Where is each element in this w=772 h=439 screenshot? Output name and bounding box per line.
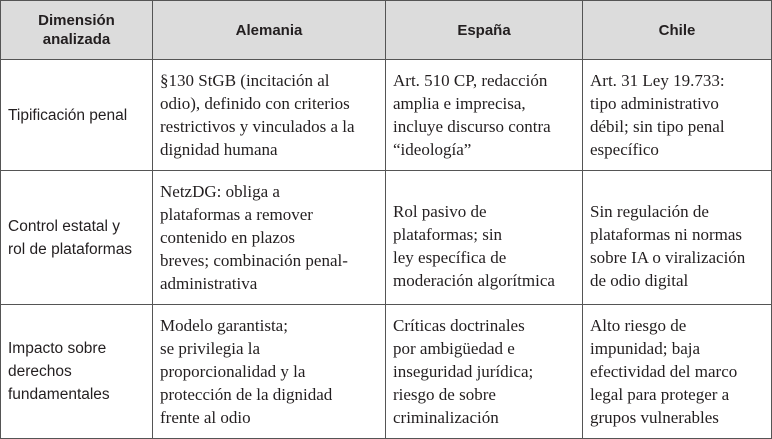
cell-line: Tipificación penal — [8, 106, 128, 124]
cell-line: moderación algorítmica — [393, 270, 555, 290]
cell-line: Rol pasivo de — [393, 201, 487, 221]
cell-line: Sin regulación de — [590, 201, 709, 221]
cell-line: débil; sin tipo penal — [590, 117, 725, 136]
cell-line: amplia e imprecisa, — [393, 94, 526, 113]
germany-cell — [153, 60, 386, 171]
chile-cell — [583, 60, 772, 171]
header-spain: España — [386, 1, 583, 60]
chile-cell — [583, 305, 772, 439]
cell-line: grupos vulnerables — [590, 408, 719, 427]
cell-line: derechos — [8, 363, 72, 380]
cell-line: Art. 31 Ley 19.733: — [590, 71, 725, 90]
cell-line: riesgo de sobre — [393, 385, 496, 404]
cell-line: rol de plataformas — [8, 240, 133, 258]
dimension-cell — [1, 171, 153, 305]
cell-line: §130 StGB (incitación al — [160, 71, 330, 90]
header-chile: Chile — [583, 1, 772, 60]
cell-line: legal para proteger a — [590, 385, 730, 404]
cell-line: inseguridad jurídica; — [393, 362, 534, 381]
header-row — [1, 1, 772, 60]
cell-line: incluye discurso contra — [393, 117, 551, 136]
dimension-cell — [1, 60, 153, 171]
cell-line: por ambigüedad e — [393, 339, 515, 358]
cell-line: Críticas doctrinales — [393, 316, 525, 335]
cell-line: Art. 510 CP, redacción — [393, 71, 548, 90]
spain-cell — [386, 60, 583, 171]
cell-line: Modelo garantista; — [160, 316, 288, 335]
cell-line: proporcionalidad y la — [160, 362, 306, 381]
cell-line: frente al odio — [160, 408, 251, 427]
cell-line: Control estatal y — [8, 217, 120, 235]
cell-line: específico — [590, 140, 659, 159]
germany-cell — [153, 305, 386, 439]
cell-line: protección de la dignidad — [160, 385, 333, 404]
table-row — [1, 305, 772, 439]
cell-line: contenido en plazos — [160, 228, 296, 247]
cell-line: fundamentales — [8, 386, 110, 403]
cell-line: Impacto sobre — [8, 340, 107, 357]
spain-cell — [386, 305, 583, 439]
header-dimension-line: Dimensión — [38, 12, 115, 29]
cell-line: restrictivos y vinculados a la — [160, 117, 355, 136]
chile-cell — [583, 171, 772, 305]
cell-line: plataformas a remover — [160, 205, 313, 224]
cell-line: criminalización — [393, 408, 499, 427]
header-germany: Alemania — [153, 1, 386, 60]
header-dimension-line: analizada — [42, 31, 111, 48]
cell-line: efectividad del marco — [590, 362, 738, 381]
cell-line: ley específica de — [393, 247, 507, 267]
cell-line: administrativa — [160, 274, 258, 293]
cell-line: se privilegia la — [160, 339, 261, 358]
header-dimension — [1, 1, 153, 60]
cell-line: tipo administrativo — [590, 94, 719, 113]
cell-line: de odio digital — [590, 270, 689, 290]
cell-line: breves; combinación penal- — [160, 251, 348, 270]
cell-line: Alto riesgo de — [590, 316, 687, 335]
cell-line: sobre IA o viralización — [590, 247, 746, 267]
cell-line: dignidad humana — [160, 140, 278, 159]
cell-line: odio), definido con criterios — [160, 94, 350, 113]
dimension-cell — [1, 305, 153, 439]
spain-cell — [386, 171, 583, 305]
germany-cell — [153, 171, 386, 305]
cell-line: “ideología” — [393, 140, 472, 159]
cell-line: impunidad; baja — [590, 339, 701, 358]
table-row — [1, 60, 772, 171]
table-row — [1, 171, 772, 305]
cell-line: NetzDG: obliga a — [160, 182, 280, 201]
cell-line: plataformas; sin — [393, 224, 503, 244]
cell-line: plataformas ni normas — [590, 224, 743, 244]
